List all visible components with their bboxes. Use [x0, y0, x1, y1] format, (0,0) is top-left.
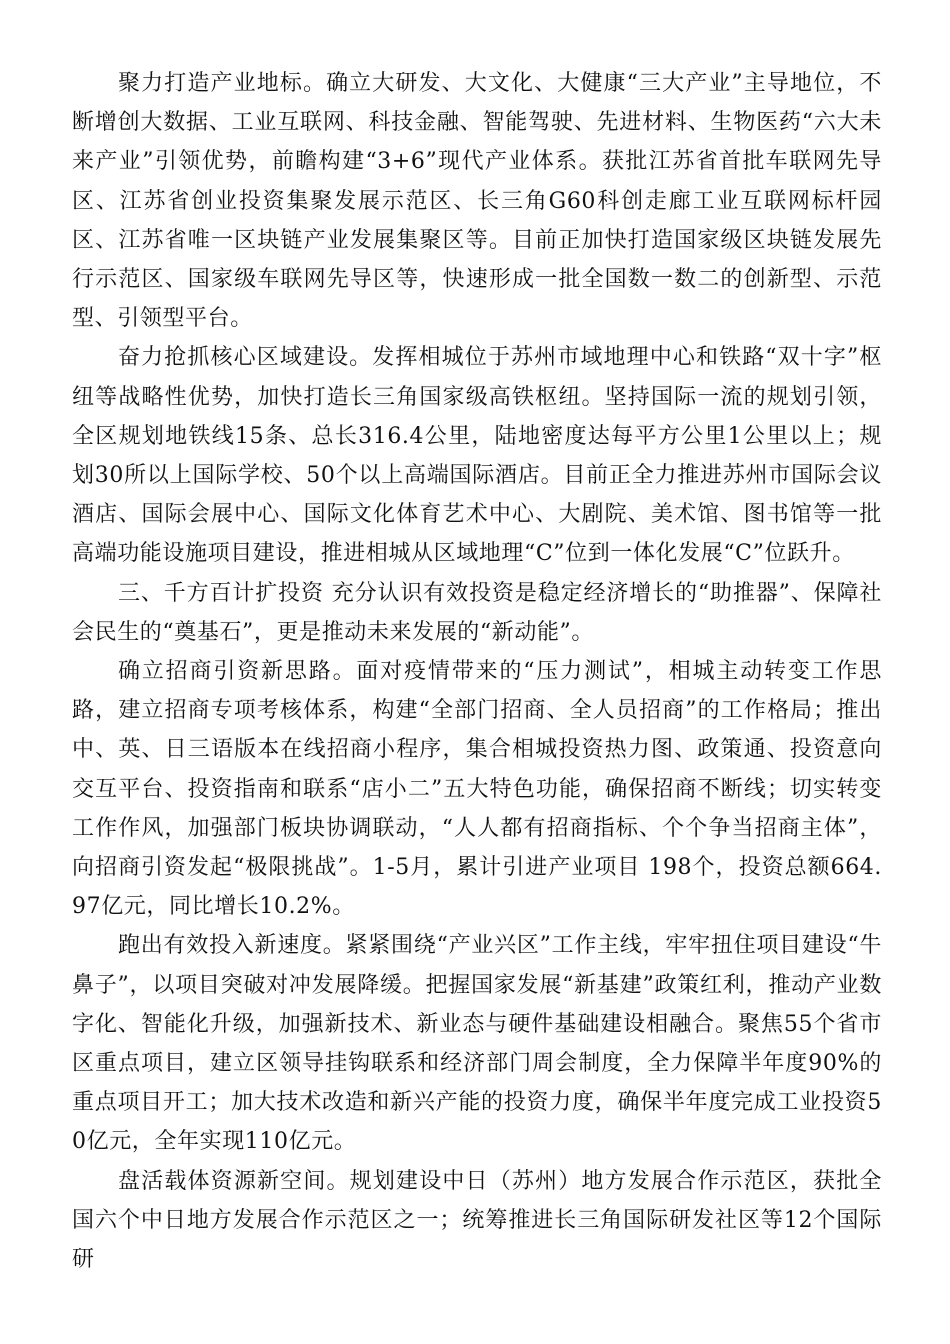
paragraph-investment-attraction: 确立招商引资新思路。面对疫情带来的“压力测试”，相城主动转变工作思路，建立招商专项考核体系，构建“全部门招商、全人员招商”的工作格局；推出中、英、日三语版本在线招商小程序，集合相城投资热力图、政策通、投资意向交互平台、投资指南和联系“店小二”五大特色功能，确保招商不断线；切实转变工作作风，加强部门板块协调联动，“人人都有招商指标、个个争当招商主体”，向招商引资发起“极限挑战”。1-5月，累计引进产业项目 198个，投资总额664.97亿元，同比增长10.2%。	[72, 659, 882, 920]
document-body	[72, 64, 882, 1279]
paragraph-industry-landmark: 聚力打造产业地标。确立大研发、大文化、大健康“三大产业”主导地位，不断增创大数据、工业互联网、科技金融、智能驾驶、先进材料、生物医药“六大未来产业”引领优势，前瞻构建“3+6”现代产业体系。获批江苏省首批车联网先导区、江苏省创业投资集聚发展示范区、长三角G60科创走廊工业互联网标杆园区、江苏省唯一区块链产业发展集聚区等。目前正加快打造国家级区块链发展先行示范区、国家级车联网先导区等，快速形成一批全国数一数二的创新型、示范型、引领型平台。	[72, 71, 882, 332]
paragraph-effective-investment: 跑出有效投入新速度。紧紧围绕“产业兴区”工作主线，牢牢扭住项目建设“牛鼻子”，以项目突破对冲发展降缓。把握国家发展“新基建”政策红利，推动产业数字化、智能化升级，加强新技术、新业态与硬件基础建设相融合。聚焦55个省市区重点项目，建立区领导挂钩联系和经济部门周会制度，全力保障半年度90%的重点项目开工；加大技术改造和新兴产能的投资力度，确保半年度完成工业投资50亿元，全年实现110亿元。	[72, 933, 882, 1155]
paragraph-carrier-resources: 盘活载体资源新空间。规划建设中日（苏州）地方发展合作示范区，获批全国六个中日地方发展合作示范区之一；统筹推进长三角国际研发社区等12个国际研	[72, 1168, 882, 1273]
paragraph-section-heading-investment: 三、千方百计扩投资 充分认识有效投资是稳定经济增长的“助推器”、保障社会民生的“奠基石”，更是推动未来发展的“新动能”。	[72, 580, 882, 645]
paragraph-core-area: 奋力抢抓核心区域建设。发挥相城位于苏州市域地理中心和铁路“双十字”枢纽等战略性优势，加快打造长三角国家级高铁枢纽。坚持国际一流的规划引领，全区规划地铁线15条、总长316.4公里，陆地密度达每平方公里1公里以上；规划30所以上国际学校、50个以上高端国际酒店。目前正全力推进苏州市国际会议酒店、国际会展中心、国际文化体育艺术中心、大剧院、美术馆、图书馆等一批高端功能设施项目建设，推进相城从区域地理“C”位到一体化发展“C”位跃升。	[72, 345, 882, 567]
